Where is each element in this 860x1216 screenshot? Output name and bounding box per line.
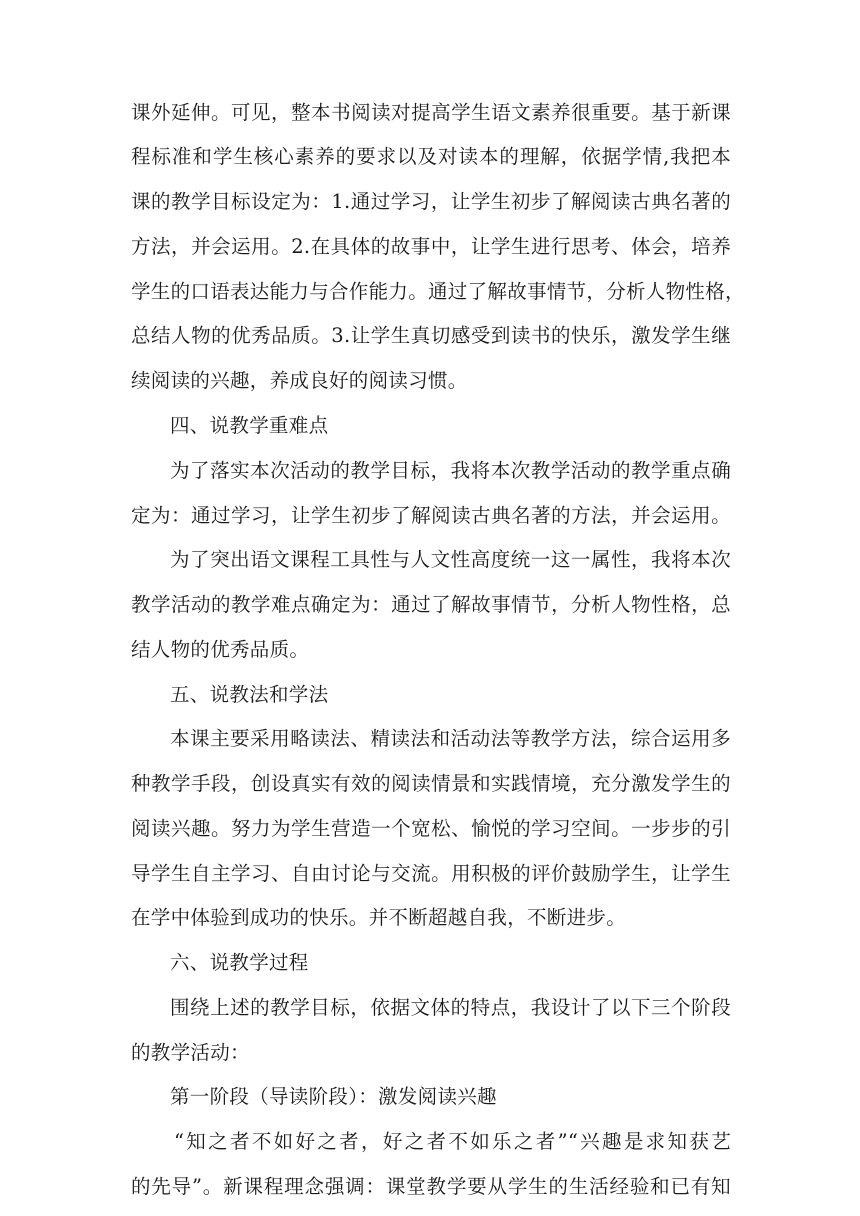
text-line: 方法，并会运用。2.在具体的故事中，让学生进行思考、体会，培养 <box>131 235 731 258</box>
text-line: 定为：通过学习，让学生初步了解阅读古典名著的方法，并会运用。 <box>131 504 731 527</box>
text-line: 总结人物的优秀品质。3.让学生真切感受到读书的快乐，激发学生继 <box>131 324 731 347</box>
section-heading: 六、说教学过程 <box>170 951 309 974</box>
text-line: 的先导”。新课程理念强调：课堂教学要从学生的生活经验和已有知 <box>131 1175 731 1198</box>
text-line: 程标准和学生核心素养的要求以及对读本的理解，依据学情,我把本 <box>131 145 731 168</box>
text-line: 围绕上述的教学目标，依据文体的特点，我设计了以下三个阶段 <box>170 996 731 1019</box>
text-line: 课的教学目标设定为：1.通过学习，让学生初步了解阅读古典名著的 <box>131 190 731 213</box>
text-line: 课外延伸。可见，整本书阅读对提高学生语文素养很重要。基于新课 <box>131 101 731 124</box>
text-line: 教学活动的教学难点确定为：通过了解故事情节，分析人物性格，总 <box>131 593 731 616</box>
section-heading: 五、说教法和学法 <box>170 683 329 706</box>
text-line: 导学生自主学习、自由讨论与交流。用积极的评价鼓励学生，让学生 <box>131 862 731 885</box>
text-line: 为了落实本次活动的教学目标，我将本次教学活动的教学重点确 <box>170 459 731 482</box>
subsection-heading: 第一阶段（导读阶段）：激发阅读兴趣 <box>170 1085 497 1108</box>
text-line: 本课主要采用略读法、精读法和活动法等教学方法，综合运用多 <box>170 727 731 750</box>
text-line: 种教学手段，创设真实有效的阅读情景和实践情境，充分激发学生的 <box>131 772 731 795</box>
text-line: 在学中体验到成功的快乐。并不断超越自我，不断进步。 <box>131 906 627 929</box>
text-line: 阅读兴趣。努力为学生营造一个宽松、愉悦的学习空间。一步步的引 <box>131 817 731 840</box>
section-heading: 四、说教学重难点 <box>170 414 329 437</box>
text-line: 结人物的优秀品质。 <box>131 638 310 661</box>
text-line: 学生的口语表达能力与合作能力。通过了解故事情节，分析人物性格， <box>131 280 745 303</box>
text-line: “知之者不如好之者，好之者不如乐之者”“兴趣是求知获艺 <box>174 1130 731 1153</box>
text-line: 的教学活动： <box>131 1041 250 1064</box>
text-line: 为了突出语文课程工具性与人文性高度统一这一属性，我将本次 <box>170 548 731 571</box>
text-line: 续阅读的兴趣，养成良好的阅读习惯。 <box>131 369 468 392</box>
